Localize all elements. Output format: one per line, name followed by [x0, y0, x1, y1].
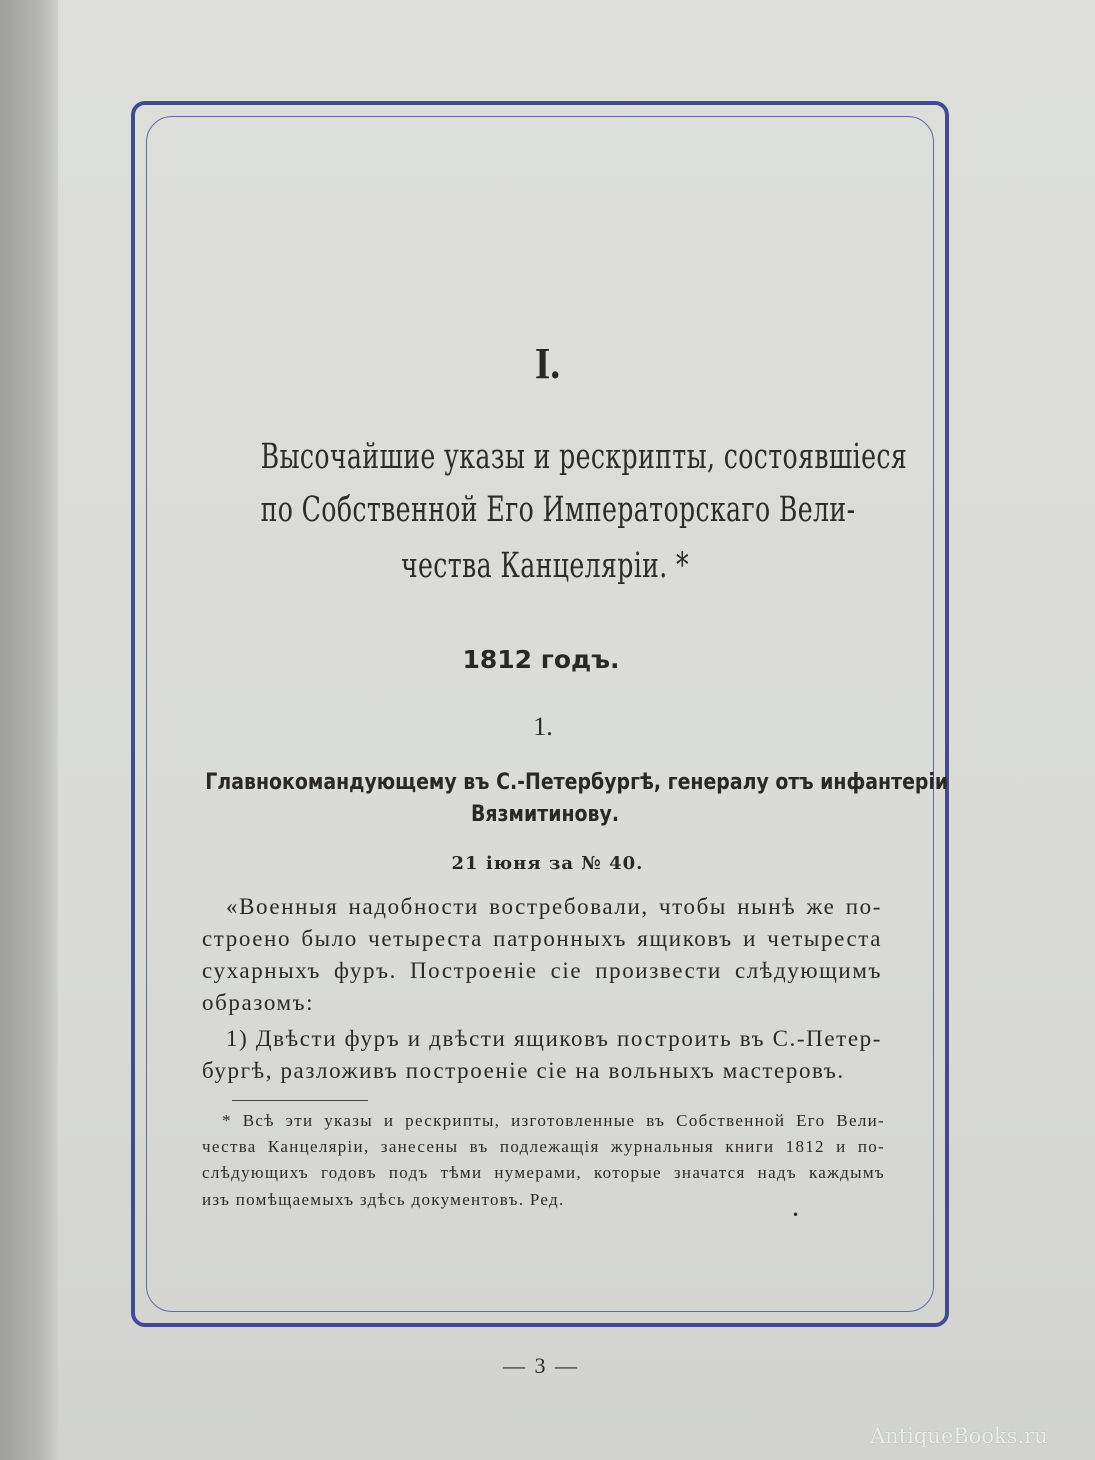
title-line-3: чества Канцелярiи. * [400, 546, 689, 586]
watermark: AntiqueBooks.ru [870, 1424, 1048, 1448]
ink-speck: • [792, 1208, 800, 1222]
body-line-2: строено было четыреста патронныхъ ящиковъ и четыреста [202, 926, 882, 951]
document-number: 1. [533, 712, 553, 741]
date-line: 21 iюня за № 40. [451, 853, 644, 874]
title-line-2: по Собственной Его Императорскаго Вели- [260, 490, 856, 530]
section-number: I. [534, 339, 561, 388]
body-line-3: сухарныхъ фуръ. Построенiе сiе произвести слѣдующимъ [202, 958, 882, 983]
footnote-line-3: слѣдующихъ годовъ подъ тѣми нумерами, которые значатся надъ каждымъ [202, 1163, 885, 1182]
title-line-1: Высочайшие указы и рескрипты, состоявшiеся [260, 437, 908, 477]
addressee-line-1: Главнокомандующему въ С.-Петербургѣ, генералу отъ инфантерiи [205, 770, 949, 795]
footnote-rule [232, 1100, 368, 1101]
body-line-4: образомъ: [202, 990, 315, 1015]
body-line-6: бургѣ, разложивъ построенiе сiе на вольныхъ мастеровъ. [202, 1058, 845, 1083]
footnote-line-2: чества Канцелярiи, занесены въ подлежащiя журнальныя книги 1812 и по- [202, 1137, 885, 1156]
body-line-5: 1) Двѣсти фуръ и двѣсти ящиковъ построить въ С.-Петер- [226, 1026, 882, 1051]
page-number: — 3 — [503, 1353, 579, 1378]
footnote-line-1: * Всѣ эти указы и рескрипты, изготовленные въ Собственной Его Вели- [222, 1111, 885, 1130]
addressee-line-2: Вязмитинову. [470, 802, 620, 827]
year-heading: 1812 годъ. [462, 645, 620, 674]
body-line-1: «Военныя надобности востребовали, чтобы нынѣ же по- [226, 894, 882, 919]
footnote-line-4: изъ помѣщаемыхъ здѣсь документовъ. Ред. [202, 1190, 565, 1209]
